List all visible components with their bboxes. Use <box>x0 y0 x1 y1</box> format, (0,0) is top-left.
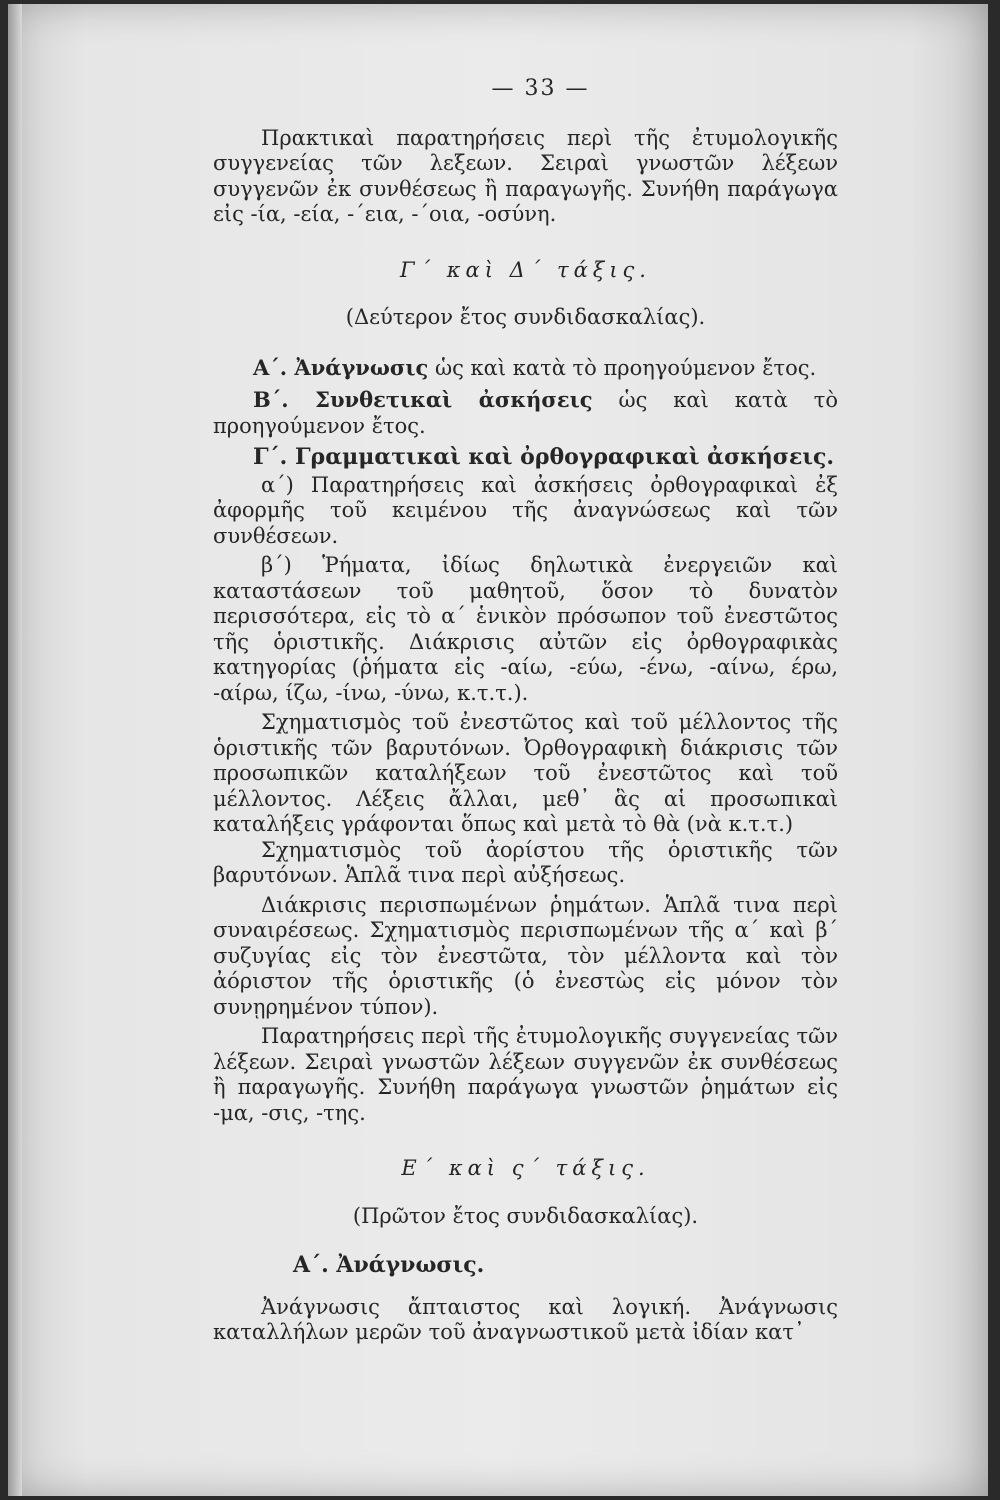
paragraph-c-beta: β΄) Ῥήματα, ἰδίως δηλωτικὰ ἐνεργειῶν καὶ καταστάσεων τοῦ μαθητοῦ, ὅσον τὸ δυνατὸν περισσότερα, εἰς τὸ α΄ ἑνικὸν πρόσωπον τοῦ ἐνεστῶτος τῆς ὁριστικῆς. Διάκρισις αὐτῶν εἰς ὀρθογραφικὰς κατηγορίας (ῥήματα εἰς -αίω, -εύω, -ένω, -αίνω, έρω, -αίρω, ίζω, -ίνω, -ύνω, κ.τ.τ.). <box>213 553 838 705</box>
item-b-label: Β΄. Συνθετικαὶ ἀσκήσεις <box>253 387 593 412</box>
section-ef-heading: Ε΄ καὶ ς΄ τάξις. <box>401 1156 650 1180</box>
section-cd-heading: Γ΄ καὶ Δ΄ τάξις. <box>400 257 651 282</box>
paragraph-c-alpha: α΄) Παρατηρήσεις καὶ ἀσκήσεις ὀρθογραφικαὶ ἐξ ἀφορμῆς τοῦ κειμένου τῆς ἀναγνώσεως καὶ τῶν συνθέσεων. <box>213 472 838 548</box>
item-a-text: ὡς καὶ κατὰ τὸ προηγούμενον ἔτος. <box>435 355 817 380</box>
item-b-text: ὡς καὶ κατὰ τὸ προηγούμενον ἔτος. <box>213 388 838 438</box>
paragraph-c-etymology: Παρατηρήσεις περὶ τῆς ἐτυμολογικῆς συγγενείας τῶν λέξεων. Σειραὶ γνωστῶν λέξεων συγγενῶν ἐκ συνθέσεως ἢ παραγωγῆς. Συνήθη παράγωγα γνωστῶν ῥημάτων εἰς -μα, -σις, -της. <box>213 1024 838 1125</box>
paragraph-c-present-future: Σχηματισμὸς τοῦ ἐνεστῶτος καὶ τοῦ μέλλοντος τῆς ὁριστικῆς τῶν βαρυτόνων. Ὀρθογραφικὴ διάκρισις τῶν προσωπικῶν καταλήξεων τοῦ ἐνεστῶτος καὶ τοῦ μέλλοντος. Λέξεις ἄλλαι, μεθ᾽ ἃς αἱ προσωπικαὶ καταλήξεις γράφονται ὅπως καὶ μετὰ τὸ θὰ (νὰ κ.τ.τ.) <box>213 710 838 836</box>
paragraph-c-aorist: Σχηματισμὸς τοῦ ἀορίστου τῆς ὁριστικῆς τῶν βαρυτόνων. Ἁπλᾶ τινα περὶ αὐξήσεως. <box>213 837 838 887</box>
section-cd-item-a <box>213 355 838 382</box>
section-cd-item-c-heading: Γ΄. Γραμματικαὶ καὶ ὀρθογραφικαὶ ἀσκήσεις. <box>253 444 835 470</box>
book-page <box>8 4 988 1496</box>
item-a-label: Α΄. Ἀνάγνωσις <box>253 354 429 380</box>
intro-paragraph: Πρακτικαὶ παρατηρήσεις περὶ τῆς ἐτυμολογικῆς συγγενείας τῶν λεξεων. Σειραὶ γνωστῶν λέξεων συγγενῶν ἐκ συνθέσεως ἢ παραγωγῆς. Συνήθη παράγωγα εἰς -ία, -εία, -΄εια, -΄οια, -οσύνη. <box>213 125 838 226</box>
section-ef-year: (Πρῶτον ἔτος συνδιδασκαλίας). <box>352 1203 699 1228</box>
section-cd-year: (Δεύτερον ἔτος συνδιδασκαλίας). <box>345 305 706 329</box>
paragraph-c-contract-verbs: Διάκρισις περισπωμένων ῥημάτων. Ἁπλᾶ τινα περὶ συναιρέσεως. Σχηματισμὸς περισπωμένων τῆς α΄ καὶ β΄ συζυγίας εἰς τὸν ἐνεστῶτα, τὸν μέλλοντα καὶ τὸν ἀόριστον τῆς ὁριστικῆς (ὁ ἐνεστὼς εἰς μόνον τὸν συνῃρημένον τύπον). <box>213 892 838 1019</box>
section-cd-item-b <box>213 387 838 439</box>
page-content <box>213 76 838 1346</box>
section-ef-paragraph: Ἀνάγνωσις ἄπταιστος καὶ λογική. Ἀνάγνωσις καταλλήλων μερῶν τοῦ ἀναγνωστικοῦ μετὰ ἰδίαν κατ᾽ <box>213 1294 838 1344</box>
section-ef-item-a-heading: Α΄. Ἀνάγνωσις. <box>293 1252 485 1278</box>
page-number: — 33 — <box>491 76 590 101</box>
page-spine-shadow <box>8 4 22 1496</box>
